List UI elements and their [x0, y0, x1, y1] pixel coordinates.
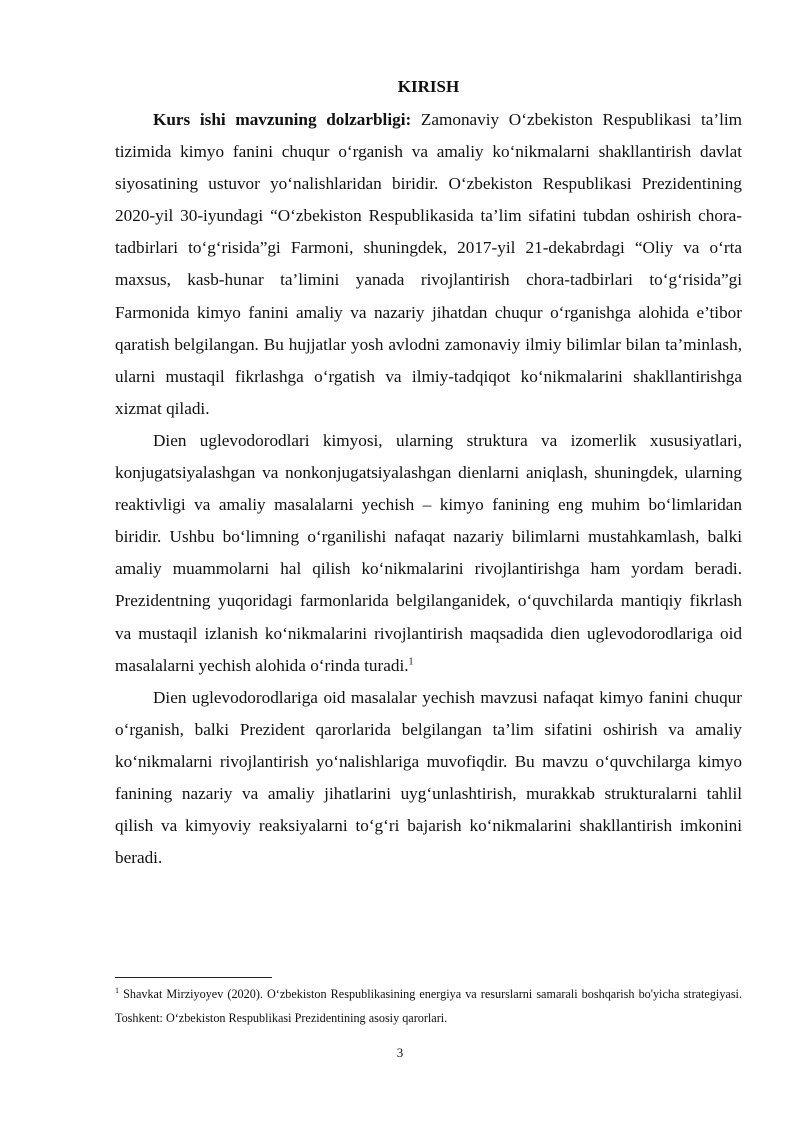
- paragraph-lead: Kurs ishi mavzuning dolzarbligi:: [153, 110, 412, 129]
- paragraph-text: Dien uglevodorodlariga oid masalalar yechish mavzusi nafaqat kimyo fanini chuqur o‘rganish, balki Prezident qarorlarida belgilangan ta’lim sifatini oshirish va amaliy ko‘nikmalarni rivojlantirish yo‘nalishlariga muvofiqdir. Bu mavzu o‘quvchilarga kimyo fanining nazariy va amaliy jihatlarini uyg‘unlashtirish, murakkab strukturalarni tahlil qilish va kimyoviy reaksiyalarni to‘g‘ri bajarish ko‘nikmalarini shakllantirish imkonini beradi.: [115, 687, 742, 868]
- footnote-number: 1: [115, 985, 119, 995]
- page-body: [115, 74, 742, 874]
- paragraph-text: Dien uglevodorodlari kimyosi, ularning struktura va izomerlik xususiyatlari, konjugatsiyalashgan va nonkonjugatsiyalashgan dienlarni aniqlash, shuningdek, ularning reaktivligi va amaliy masalalarni yechish – kimyo fanining eng muhim bo‘limlaridan biridir. Ushbu bo‘limning o‘rganilishi nafaqat nazariy bilimlarni mustahkamlash, balki amaliy muammolarni hal qilish ko‘nikmalarini rivojlantirishga ham yordam beradi. Prezidentning yuqoridagi farmonlarida belgilanganidek, o‘quvchilarda mantiqiy fikrlash va mustaqil izlanish ko‘nikmalarini rivojlantirish maqsadida dien uglevodorodlariga oid masalalarni yechish alohida o‘rinda turadi.: [115, 430, 742, 675]
- paragraph-text: Zamonaviy O‘zbekiston Respublikasi ta’lim tizimida kimyo fanini chuqur o‘rganish va amaliy ko‘nikmalarni shakllantirish davlat siyosatining ustuvor yo‘nalishlaridan biridir. O‘zbekiston Respublikasi Prezidentining 2020-yil 30-iyundagi “O‘zbekiston Respublikasida ta’lim sifatini tubdan oshirish chora-tadbirlari to‘g‘risida”gi Farmoni, shuningdek, 2017-yil 21-dekabrdagi “Oliy va o‘rta maxsus, kasb-hunar ta’limini yanada rivojlantirish chora-tadbirlari to‘g‘risida”gi Farmonida kimyo fanini amaliy va nazariy jihatdan chuqur o‘rganishga alohida e’tibor qaratish belgilangan. Bu hujjatlar yosh avlodni zamonaviy ilmiy bilimlar bilan ta’minlash, ularni mustaqil fikrlashga o‘rgatish va ilmiy-tadqiqot ko‘nikmalarini shakllantirishga xizmat qiladi.: [115, 110, 742, 418]
- footnote-text: Shavkat Mirziyoyev (2020). O‘zbekiston Respublikasining energiya va resurslarni samarali boshqarish bo'yicha strategiyasi. Toshkent: O‘zbekiston Respublikasi Prezidentining asosiy qarorlari.: [115, 987, 742, 1025]
- footnote: [115, 982, 742, 1030]
- paragraph-topic-relevance: [115, 682, 742, 875]
- paragraph-relevance: [115, 104, 742, 425]
- page-number: 3: [396, 1045, 404, 1060]
- footnote-separator: [115, 977, 272, 978]
- footnote-reference[interactable]: 1: [408, 655, 414, 667]
- section-heading: KIRISH: [397, 77, 460, 96]
- paragraph-diene-chemistry: [115, 425, 742, 682]
